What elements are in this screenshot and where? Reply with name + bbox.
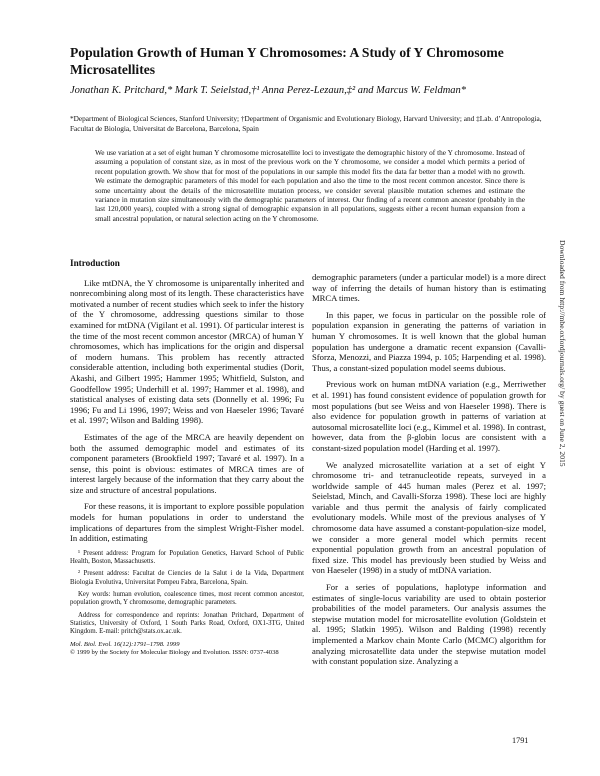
footnote: ² Present address: Facultat de Ciencies de la Salut i de la Vida, Department Biologia Evolutiva, Universitat Pompeu Fabra, Barcelona, Spain. — [70, 570, 304, 586]
download-watermark[interactable]: Downloaded from http://mbe.oxfordjournals.org/ by guest on June 2, 2015 — [558, 240, 567, 467]
right-column — [312, 272, 546, 673]
body-paragraph: In this paper, we focus in particular on the possible role of population expansion in generating the patterns of variation in human Y chromosomes. It is well known that the global human population has undergone a dramatic recent expansion (Cavalli-Sforza, Menozzi, and Piazza 1994, p. 105; Harpending et al. 1998). Thus, a constant-sized population model seems dubious. — [312, 309, 546, 373]
affiliations: *Department of Biological Sciences, Stanford University; †Department of Organismic and Evolutionary Biology, Harvard University; and ‡Lab. d’Antropologia, Facultat de Biologia, Universitat de Barcelona, Barcelona, Spain — [70, 114, 542, 133]
author-list: Jonathan K. Pritchard,* Mark T. Seielstad,†¹ Anna Perez-Lezaun,‡² and Marcus W. Feldman* — [70, 85, 467, 96]
page-number: 1791 — [512, 736, 529, 745]
footnote: ¹ Present address: Program for Population Genetics, Harvard School of Public Health, Boston, Massachusetts. — [70, 549, 304, 566]
body-paragraph: For these reasons, it is important to explore possible population models for human populations in order to understand the implications of departures from the simplest Wright-Fisher model. In addition, estimating — [70, 501, 304, 544]
body-paragraph: Like mtDNA, the Y chromosome is uniparentally inherited and nonrecombining along most of its length. These characteristics have motivated a number of recent studies which seek to infer the history of the Y chromosome, addressing questions similar to those examined for mtDNA (Vigilant et al. 1991). Of particular interest is the time of the most recent common ancestor (MRCA) of human Y chromosomes, which has implications for the origin and dispersal of modern humans. This problem has recently attracted considerable attention, including both experimental studies (Dorit, Akashi, and Gilbert 1995; Hammer 1995; Whitfield, Sulston, and Goodfellow 1995; Underhill et al. 1997; Hammer et al. 1998), and statistical analyses of existing data sets (Donnelly et al. 1996; Fu 1996; Fu and Li 1996, 1997; Weiss and von Haeseler 1996; Tavaré et al. 1997; Wilson and Balding 1998). — [70, 277, 304, 426]
body-paragraph: We analyzed microsatellite variation at a set of eight Y chromosome tri- and tetranucleotide repeats, surveyed in a worldwide sample of 445 human males (Perez et al. 1997; Seielstad, Minch, and Cavalli-Sforza 1998). These loci are highly variable and thus permit the analysis of fairly complicated evolutionary models. While most of the previous analyses of Y chromosome data have assumed a constant-population-size model, we consider a more general model which permits recent exponential population growth from an ancestral population of fixed size. This model has previously been studied by Weiss and von Haeseler (1998) in a study of mtDNA variation. — [312, 459, 546, 576]
body-paragraph: Estimates of the age of the MRCA are heavily dependent on both the assumed demographic model and estimates of its component parameters (Brookfield 1997; Tavaré et al. 1997). In a sense, this point is obvious: estimates of MRCA times are of interest largely because of the information that they carry about the size and structure of ancestral populations. — [70, 431, 304, 495]
section-heading-introduction: Introduction — [70, 258, 120, 268]
body-paragraph: Previous work on human mtDNA variation (e.g., Merriwether et al. 1991) has found consistent evidence of population growth for most populations (but see Weiss and von Haeseler 1998). There is also evidence for population growth in patterns of variation at autosomal microsatellite loci (e.g., Kimmel et al. 1998). In contrast, however, data from the β-globin locus are consistent with a constant-sized population model (Harding et al. 1997). — [312, 379, 546, 453]
body-paragraph: For a series of populations, haplotype information and estimates of single-locus variability are used to obtain posterior probabilities of the model parameters. Our analysis assumes the stepwise mutation model for microsatellite evolution (Goldstein et al. 1995; Slatkin 1995). Wilson and Balding (1998) recently implemented a Markov chain Monte Carlo (MCMC) algorithm for analyzing microsatellite data under the stepwise mutation model with constant population size. Analyzing a — [312, 582, 546, 667]
journal-citation: Mol. Biol. Evol. 16(12):1791–1798. 1999 — [70, 640, 180, 648]
copyright-notice: © 1999 by the Society for Molecular Biology and Evolution. ISSN: 0737-4038 — [70, 648, 279, 656]
body-paragraph: demographic parameters (under a particular model) is a more direct way of inferring the details of human history than is estimating MRCA times. — [312, 272, 546, 304]
key-words: Key words: human evolution, coalescence times, most recent common ancestor, population growth, Y chromosome, demographic parameters. — [70, 591, 304, 607]
left-column — [70, 258, 304, 657]
correspondence-address: Address for correspondence and reprints: Jonathan Pritchard, Department of Statistics, University of Oxford, 1 South Parks Road, Oxford, OX1-3TG, United Kingdom. E-mail: pritch@stats.ox.ac.uk. — [70, 611, 304, 636]
abstract: We use variation at a set of eight human Y chromosome microsatellite loci to investigate the demographic history of the Y chromosome. Instead of assuming a population of constant size, as in most of the previous work on the Y chromosome, we consider a model which permits a period of recent population growth. We show that for most of the populations in our sample this model fits the data far better than a model with no growth. We estimate the demographic parameters of this model for each population and also the time to the most recent common ancestor. Since there is some uncertainty about the details of the microsatellite mutation process, we consider several plausible mutation schemes and estimate the variance in mutation size simultaneously with the demographic parameters of interest. Our finding of a recent common ancestor (probably in the last 120,000 years), coupled with a strong signal of demographic expansion in all populations, suggests either a recent human expansion from a small ancestral population, or natural selection acting on the Y chromosome. — [95, 148, 525, 223]
article-title: Population Growth of Human Y Chromosomes: A Study of Y Chromosome Microsatellites — [70, 45, 504, 77]
